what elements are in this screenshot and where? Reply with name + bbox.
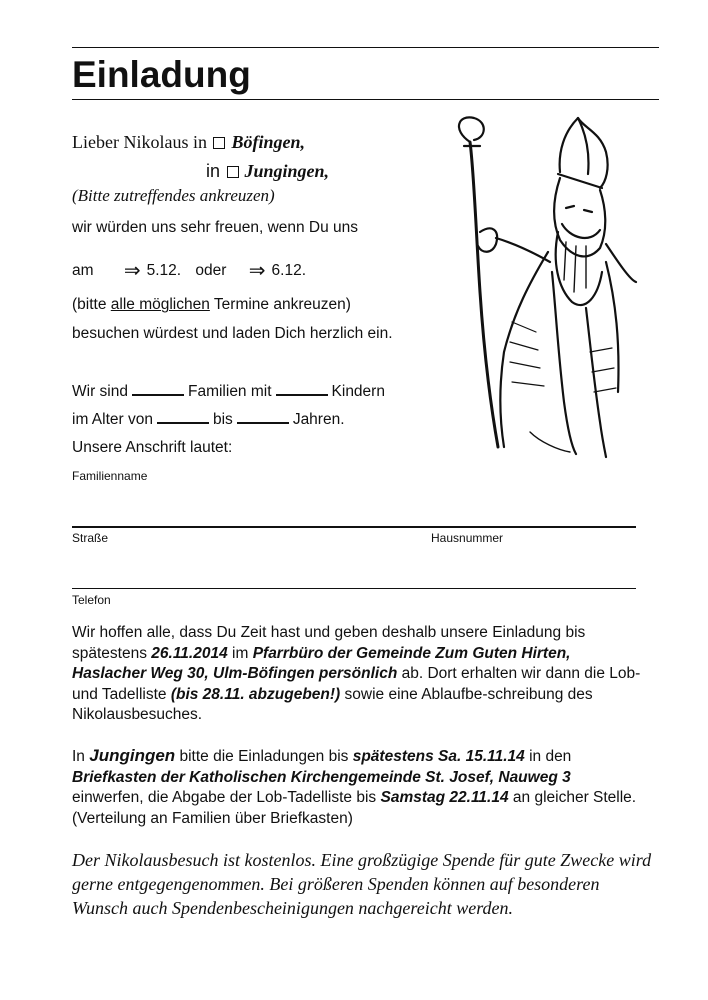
place-jungingen: Jungingen, xyxy=(244,161,330,181)
field-label-familienname: Familienname xyxy=(72,469,148,483)
boefingen-text: im xyxy=(227,644,253,662)
jungingen-place: Jungingen xyxy=(89,746,176,765)
alter-bis-blank[interactable] xyxy=(237,412,289,424)
salutation-line-2 xyxy=(206,161,329,182)
jahren-label: Jahren. xyxy=(292,411,345,428)
visit-oder: oder xyxy=(195,262,227,279)
place-boefingen: Böfingen, xyxy=(231,132,305,152)
arrow-icon: ⇒ xyxy=(123,260,141,282)
boefingen-deadline: 26.11.2014 xyxy=(151,644,228,662)
salutation-note: (Bitte zutreffendes ankreuzen) xyxy=(72,186,275,205)
field-label-telefon: Telefon xyxy=(72,593,111,607)
salutation-in: in xyxy=(206,161,221,181)
visit-line-1: wir würden uns sehr freuen, wenn Du uns xyxy=(72,219,359,236)
alter-von-blank[interactable] xyxy=(157,412,209,424)
date-1[interactable]: 5.12. xyxy=(146,262,182,279)
familien-mit-label: Familien mit xyxy=(187,383,272,400)
checkbox-jungingen[interactable] xyxy=(227,166,239,178)
visit-hint xyxy=(72,296,351,314)
jungingen-list-deadline: Samstag 22.11.14 xyxy=(380,789,509,806)
hint-prefix: (bitte xyxy=(72,296,107,313)
bis-label: bis xyxy=(212,411,233,428)
visit-am: am xyxy=(72,262,94,279)
checkbox-boefingen[interactable] xyxy=(213,137,225,149)
nikolaus-illustration xyxy=(440,112,640,462)
boefingen-location: Pfarrbüro der Gemeinde Zum Guten Hirten, Haslacher Weg 30, Ulm-Böfingen persönlich xyxy=(72,644,571,682)
jungingen-deadline: spätestens Sa. 15.11.14 xyxy=(352,748,525,765)
details-line-1 xyxy=(72,383,385,401)
details-line-2 xyxy=(72,411,345,429)
field-label-strasse: Straße xyxy=(72,531,109,545)
hint-suffix: Termine ankreuzen) xyxy=(213,296,351,313)
jungingen-text: in den xyxy=(524,748,572,765)
page-title: Einladung xyxy=(72,54,251,95)
alter-label: im Alter von xyxy=(72,411,153,428)
familienname-line[interactable] xyxy=(72,526,636,528)
strasse-line[interactable] xyxy=(72,588,636,589)
kinder-count-blank[interactable] xyxy=(276,384,328,396)
boefingen-text: ab. Dort erhalten wir dann die Lob- und Tadelliste xyxy=(72,665,641,703)
closing-paragraph: Der Nikolausbesuch ist kostenlos. Eine großzügige Spende für gute Zwecke wird gerne entgegengenommen. Bei größeren Spenden können auf besonderen Wunsch auch Spendenbescheinigungen nachgereicht werden. xyxy=(72,850,652,918)
jungingen-location: Briefkasten der Katholischen Kirchengemeinde St. Josef, Nauweg 3 xyxy=(72,768,571,786)
top-rule xyxy=(72,47,659,48)
familien-count-blank[interactable] xyxy=(132,384,184,396)
boefingen-text: sowie eine Ablaufbe-schreibung des Nikolausbesuches. xyxy=(72,685,593,723)
jungingen-text: an gleicher Stelle. (Verteilung an Familien über Briefkasten) xyxy=(72,789,637,827)
anschrift-label: Unsere Anschrift lautet: xyxy=(72,439,233,456)
salutation-line-1 xyxy=(72,132,305,153)
wir-sind-label: Wir sind xyxy=(72,383,128,400)
hint-underlined: alle möglichen xyxy=(110,296,210,313)
jungingen-text: In xyxy=(72,748,90,765)
visit-dates xyxy=(72,258,306,283)
arrow-icon: ⇒ xyxy=(248,260,266,282)
kindern-label: Kindern xyxy=(331,383,385,400)
jungingen-text: bitte die Einladungen bis xyxy=(175,748,353,765)
field-label-hausnummer: Hausnummer xyxy=(431,531,504,545)
jungingen-text: einwerfen, die Abgabe der Lob-Tadelliste bis xyxy=(72,789,381,806)
boefingen-paragraph xyxy=(72,623,642,726)
boefingen-list-deadline: (bis 28.11. abzugeben!) xyxy=(170,685,341,703)
title-rule xyxy=(72,99,659,100)
date-2[interactable]: 6.12. xyxy=(271,262,307,279)
jungingen-paragraph xyxy=(72,746,642,829)
salutation-prefix: Lieber Nikolaus in xyxy=(72,132,207,152)
visit-line-end: besuchen würdest und laden Dich herzlich ein. xyxy=(72,325,393,342)
boefingen-text: Wir hoffen alle, dass Du Zeit hast und geben deshalb unsere Einladung bis spätestens xyxy=(72,624,586,662)
